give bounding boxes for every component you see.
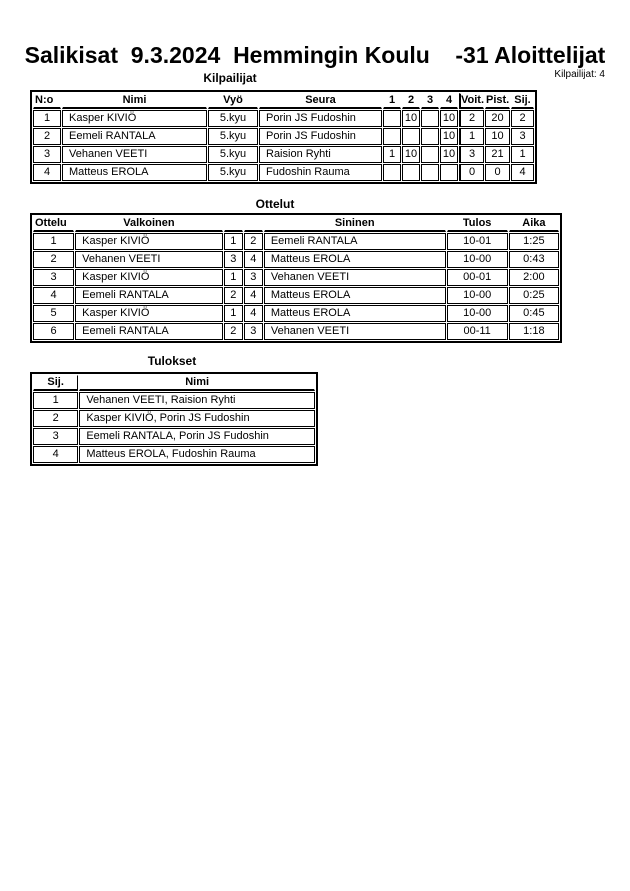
blue-competitor-name: Matteus EROLA: [264, 251, 446, 268]
score-vs-2: [402, 164, 420, 181]
result-row: [33, 392, 315, 409]
competitor-name: Eemeli RANTALA: [62, 128, 207, 145]
white-competitor-name: Eemeli RANTALA: [75, 287, 223, 304]
tulokset-header-row: [33, 375, 315, 391]
match-row: [33, 233, 559, 250]
col-header-opponent-2: 2: [402, 93, 420, 109]
match-result: 10-00: [447, 251, 508, 268]
result-name-club: Eemeli RANTALA, Porin JS Fudoshin: [79, 428, 315, 445]
result-placement: 2: [33, 410, 78, 427]
wins-cell: 0: [459, 164, 484, 181]
white-competitor-name: Kasper KIVIÖ: [75, 305, 223, 322]
white-competitor-name: Eemeli RANTALA: [75, 323, 223, 340]
competitor-number: 2: [33, 128, 61, 145]
wins-cell: 1: [459, 128, 484, 145]
col-header-tulos: Tulos: [447, 216, 508, 232]
col-header-blue-number: [244, 216, 263, 232]
blue-competitor-name: Matteus EROLA: [264, 305, 446, 322]
competitor-row: [33, 110, 534, 127]
result-row: [33, 410, 315, 427]
match-row: [33, 323, 559, 340]
placement-cell: 4: [511, 164, 534, 181]
match-time: 0:45: [509, 305, 559, 322]
col-header-seura: Seura: [259, 93, 382, 109]
col-header-aika: Aika: [509, 216, 559, 232]
score-vs-3: [421, 164, 439, 181]
match-number: 1: [33, 233, 74, 250]
blue-competitor-number: 3: [244, 269, 263, 286]
match-number: 3: [33, 269, 74, 286]
match-time: 1:18: [509, 323, 559, 340]
match-number: 5: [33, 305, 74, 322]
white-competitor-number: 2: [224, 323, 243, 340]
competitor-club: Porin JS Fudoshin: [259, 128, 382, 145]
page-title: Salikisat 9.3.2024 Hemmingin Koulu -31 Aloittelijat: [24, 42, 606, 68]
competitors-count-label: Kilpailijat: 4: [554, 69, 605, 80]
match-result: 00-11: [447, 323, 508, 340]
result-row: [33, 428, 315, 445]
match-result: 10-00: [447, 287, 508, 304]
match-time: 2:00: [509, 269, 559, 286]
col-header-nimi: Nimi: [62, 93, 207, 109]
col-header-sij: Sij.: [33, 375, 78, 391]
col-header-valkoinen: Valkoinen: [75, 216, 223, 232]
blue-competitor-number: 4: [244, 287, 263, 304]
white-competitor-name: Vehanen VEETI: [75, 251, 223, 268]
white-competitor-number: 2: [224, 287, 243, 304]
kilpailijat-section-title: Kilpailijat: [203, 71, 257, 85]
white-competitor-number: 3: [224, 251, 243, 268]
result-name-club: Kasper KIVIÖ, Porin JS Fudoshin: [79, 410, 315, 427]
col-header-white-number: [224, 216, 243, 232]
blue-competitor-name: Eemeli RANTALA: [264, 233, 446, 250]
blue-competitor-name: Matteus EROLA: [264, 287, 446, 304]
competitor-number: 4: [33, 164, 61, 181]
blue-competitor-name: Vehanen VEETI: [264, 269, 446, 286]
competitor-number: 1: [33, 110, 61, 127]
white-competitor-number: 1: [224, 305, 243, 322]
col-header-nimi: Nimi: [79, 375, 315, 391]
competitor-name: Kasper KIVIÖ: [62, 110, 207, 127]
score-vs-1: [383, 128, 401, 145]
result-placement: 4: [33, 446, 78, 463]
score-vs-3: [421, 110, 439, 127]
result-name-club: Vehanen VEETI, Raision Ryhti: [79, 392, 315, 409]
competitor-club: Raision Ryhti: [259, 146, 382, 163]
match-number: 6: [33, 323, 74, 340]
match-row: [33, 287, 559, 304]
score-vs-1: [383, 164, 401, 181]
placement-cell: 1: [511, 146, 534, 163]
score-vs-1: [383, 110, 401, 127]
score-vs-4: [440, 164, 458, 181]
score-vs-2: 10: [402, 146, 420, 163]
score-vs-2: 10: [402, 110, 420, 127]
white-competitor-name: Kasper KIVIÖ: [75, 233, 223, 250]
score-vs-2: [402, 128, 420, 145]
match-number: 2: [33, 251, 74, 268]
blue-competitor-number: 4: [244, 251, 263, 268]
match-time: 0:25: [509, 287, 559, 304]
col-header-opponent-1: 1: [383, 93, 401, 109]
kilpailijat-header-row: [33, 93, 534, 109]
competitor-name: Matteus EROLA: [62, 164, 207, 181]
blue-competitor-number: 4: [244, 305, 263, 322]
competitor-name: Vehanen VEETI: [62, 146, 207, 163]
points-cell: 0: [485, 164, 510, 181]
col-header-opponent-4: 4: [440, 93, 458, 109]
match-row: [33, 251, 559, 268]
score-vs-3: [421, 128, 439, 145]
competitor-belt: 5.kyu: [208, 164, 258, 181]
competitor-club: Porin JS Fudoshin: [259, 110, 382, 127]
wins-cell: 2: [459, 110, 484, 127]
placement-cell: 3: [511, 128, 534, 145]
result-placement: 1: [33, 392, 78, 409]
score-vs-3: [421, 146, 439, 163]
col-header-sij: Sij.: [511, 93, 534, 109]
match-row: [33, 305, 559, 322]
tulokset-table: [30, 372, 318, 466]
col-header-pist: Pist.: [485, 93, 510, 109]
competitor-row: [33, 128, 534, 145]
col-header-no: N:o: [33, 93, 61, 109]
tulokset-section-title: Tulokset: [147, 354, 197, 368]
competitor-belt: 5.kyu: [208, 146, 258, 163]
white-competitor-number: 1: [224, 233, 243, 250]
match-result: 00-01: [447, 269, 508, 286]
wins-cell: 3: [459, 146, 484, 163]
score-vs-4: 10: [440, 110, 458, 127]
result-placement: 3: [33, 428, 78, 445]
kilpailijat-table: [30, 90, 537, 184]
match-result: 10-00: [447, 305, 508, 322]
col-header-opponent-3: 3: [421, 93, 439, 109]
col-header-sininen: Sininen: [264, 216, 446, 232]
competitor-belt: 5.kyu: [208, 110, 258, 127]
score-vs-1: 1: [383, 146, 401, 163]
blue-competitor-name: Vehanen VEETI: [264, 323, 446, 340]
white-competitor-name: Kasper KIVIÖ: [75, 269, 223, 286]
placement-cell: 2: [511, 110, 534, 127]
points-cell: 10: [485, 128, 510, 145]
competitor-belt: 5.kyu: [208, 128, 258, 145]
score-vs-4: 10: [440, 146, 458, 163]
competitor-row: [33, 146, 534, 163]
match-time: 0:43: [509, 251, 559, 268]
score-vs-4: 10: [440, 128, 458, 145]
white-competitor-number: 1: [224, 269, 243, 286]
competitor-number: 3: [33, 146, 61, 163]
ottelut-table: [30, 213, 562, 343]
col-header-ottelu: Ottelu: [33, 216, 74, 232]
competitor-club: Fudoshin Rauma: [259, 164, 382, 181]
col-header-voit: Voit.: [459, 93, 484, 109]
match-result: 10-01: [447, 233, 508, 250]
result-name-club: Matteus EROLA, Fudoshin Rauma: [79, 446, 315, 463]
points-cell: 20: [485, 110, 510, 127]
result-row: [33, 446, 315, 463]
blue-competitor-number: 2: [244, 233, 263, 250]
match-time: 1:25: [509, 233, 559, 250]
match-row: [33, 269, 559, 286]
points-cell: 21: [485, 146, 510, 163]
col-header-vyo: Vyö: [208, 93, 258, 109]
blue-competitor-number: 3: [244, 323, 263, 340]
ottelut-section-title: Ottelut: [255, 197, 295, 211]
competitor-row: [33, 164, 534, 181]
ottelut-header-row: [33, 216, 559, 232]
match-number: 4: [33, 287, 74, 304]
